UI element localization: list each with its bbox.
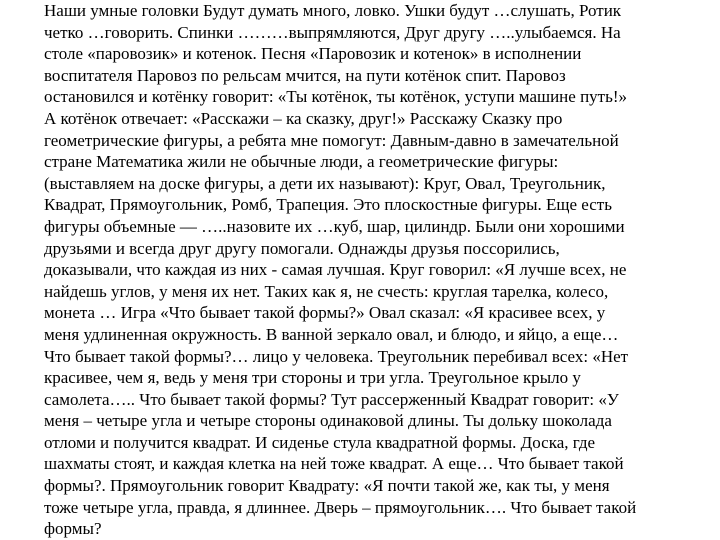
text-line: Наши умные головки Будут думать много, ловко. Ушки будут …слушать, Ротик — [44, 1, 622, 20]
text-line: монета … Игра «Что бывает такой формы?» Овал сказал: «Я красивее всех, у — [44, 303, 606, 323]
text-line: красивее, чем я, ведь у меня три стороны и три угла. Треугольное крыло у — [44, 368, 581, 388]
document-text — [44, 0, 704, 540]
text-line: формы? — [44, 519, 102, 539]
text-line: меня – четыре угла и четыре стороны одинаковой длины. Ты дольку шоколада — [44, 411, 612, 431]
text-line: четко …говорить. Спинки ………выпрямляются, Друг другу …..улыбаемся. На — [44, 22, 621, 42]
text-line: Квадрат, Прямоугольник, Ромб, Трапеция. Это плоскостные фигуры. Еще есть — [44, 195, 612, 215]
text-line: шахматы стоят, и каждая клетка на ней тоже квадрат. А еще… Что бывает такой — [44, 454, 624, 474]
text-line: остановился и котёнку говорит: «Ты котёнок, ты котёнок, уступи машине путь!» — [44, 87, 628, 107]
text-line: геометрические фигуры, а ребята мне помогут: Давным-давно в замечательной — [44, 130, 619, 150]
text-line: формы?. Прямоугольник говорит Квадрату: «Я почти такой же, как ты, у меня — [44, 476, 610, 496]
text-line: самолета….. Что бывает такой формы? Тут рассерженный Квадрат говорит: «У — [44, 389, 619, 409]
text-line: меня удлиненная окружность. В ванной зеркало овал, и блюдо, и яйцо, а еще… — [44, 324, 619, 344]
text-line: найдешь углов, у меня их нет. Таких как я, не счесть: круглая тарелка, колесо, — [44, 281, 609, 301]
text-line: тоже четыре угла, правда, я длиннее. Дверь – прямоугольник…. Что бывает такой — [44, 497, 637, 517]
text-line: воспитателя Паровоз по рельсам мчится, на пути котёнок спит. Паровоз — [44, 65, 566, 85]
text-line: столе «паровозик» и котенок. Песня «Паровозик и котенок» в исполнении — [44, 44, 582, 64]
text-line: А котёнок отвечает: «Расскажи – ка сказку, друг!» Расскажу Сказку про — [44, 108, 563, 128]
text-line: (выставляем на доске фигуры, а дети их называют): Круг, Овал, Треугольник, — [44, 173, 606, 193]
text-line: друзьями и всегда друг другу помогали. Однажды друзья поссорились, — [44, 238, 560, 258]
text-line: фигуры объемные — …..назовите их …куб, шар, цилиндр. Были они хорошими — [44, 216, 625, 236]
text-line: доказывали, что каждая из них - самая лучшая. Круг говорил: «Я лучше всех, не — [44, 260, 627, 280]
text-line: стране Математика жили не обычные люди, а геометрические фигуры: — [44, 152, 559, 172]
text-line: Что бывает такой формы?… лицо у человека. Треугольник перебивал всех: «Нет — [44, 346, 629, 366]
text-line: отломи и получится квадрат. И сиденье стула квадратной формы. Доска, где — [44, 432, 596, 452]
